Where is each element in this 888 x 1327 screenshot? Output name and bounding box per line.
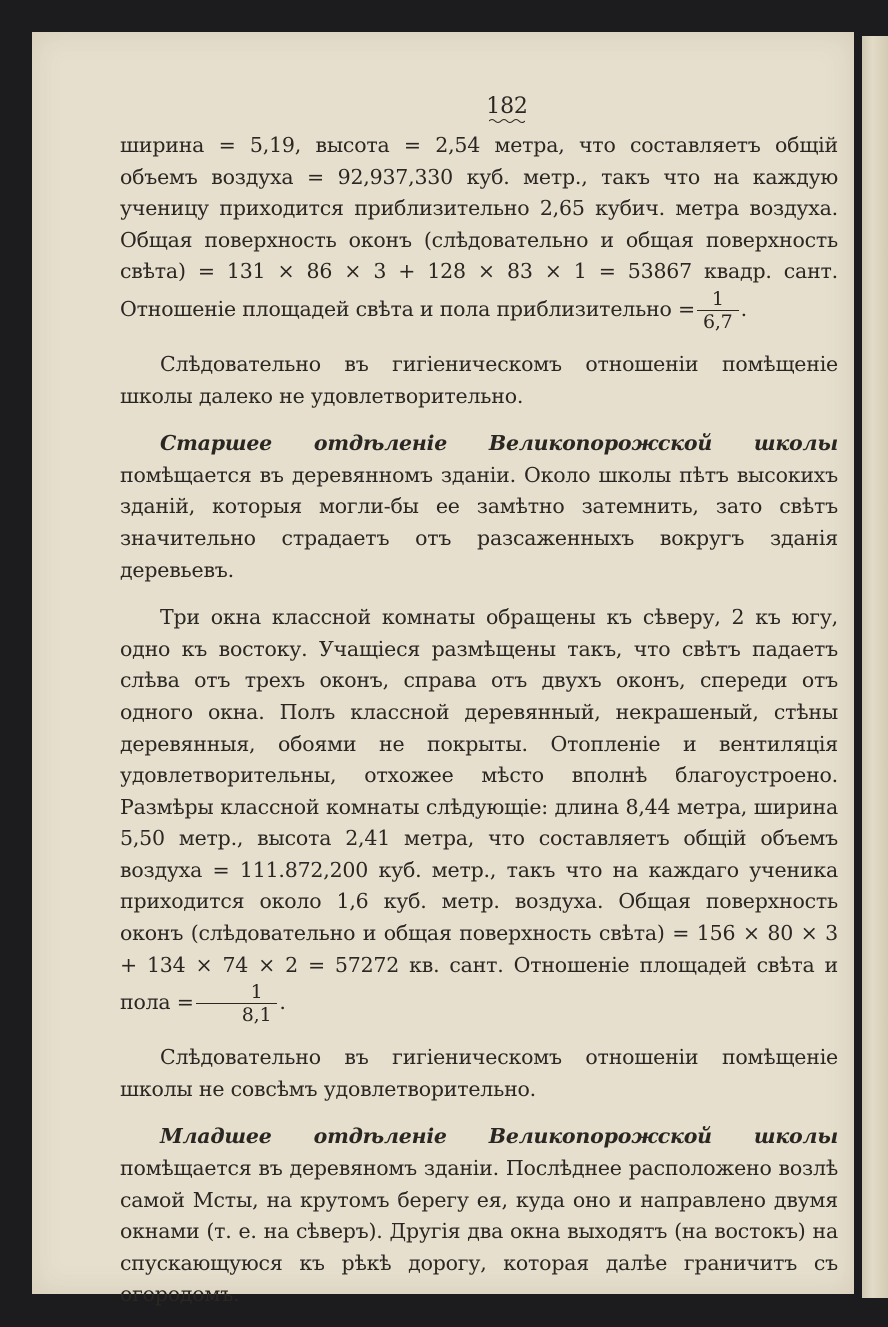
page-number: 182 bbox=[486, 94, 528, 119]
adjacent-page-edge bbox=[862, 36, 888, 1298]
paragraph-3-text: помѣщается въ деревянномъ зданіи. Около школы пѣтъ высокихъ зданій, которыя могли-бы ее замѣтно затемнить, зато свѣтъ значительно страдаетъ отъ разсаженныхъ вокругъ зданія деревьевъ. bbox=[120, 462, 838, 582]
fraction-2-denominator: 8,1 bbox=[196, 1003, 278, 1026]
paragraph-4 bbox=[120, 602, 838, 1026]
paragraph-2: Слѣдовательно въ гигіеническомъ отношеніи помѣщеніе школы далеко не удовлетворительно. bbox=[120, 351, 838, 408]
paragraph-6 bbox=[120, 1121, 838, 1311]
fraction-2 bbox=[196, 981, 278, 1026]
paragraph-5: Слѣдовательно въ гигіеническомъ отношеніи помѣщеніе школы не совсѣмъ удовлетворительно. bbox=[120, 1045, 838, 1101]
paragraph-3-heading: Старшее отдѣленіе Великопорожской школы bbox=[160, 431, 838, 456]
paragraph-3 bbox=[120, 428, 838, 586]
fraction-2-numerator: 1 bbox=[250, 981, 263, 1004]
fraction-1 bbox=[697, 288, 739, 333]
paragraph-1-text: ширина = 5,19, высота = 2,54 метра, что составляетъ общій объемъ воздуха = 92,937,330 куб. метр., такъ что на каждую ученицу приходится приблизительно 2,65 кубич. метра воздуха. Общая поверхность оконъ (слѣдовательно и общая поверхность свѣта) = 131 × 86 × 3 + 128 × 83 × 1 = 53867 квадр. сант. Отношеніе площадей свѣта и пола приблизительно = bbox=[120, 133, 838, 321]
paragraph-6-heading: Младшее отдѣленіе Великопорожской школы bbox=[160, 1124, 838, 1149]
page-text bbox=[120, 92, 838, 1327]
fraction-1-denominator: 6,7 bbox=[697, 310, 739, 333]
paragraph-1 bbox=[120, 130, 838, 333]
paragraph-4-end: . bbox=[279, 990, 286, 1015]
paragraph-6-text: помѣщается въ деревяномъ зданіи. Послѣднее расположено возлѣ самой Мсты, на крутомъ берегу ея, куда оно и направлено двумя окнами (т. е. на сѣверъ). Другія два окна выходятъ (на востокъ) на спускающуюся къ рѣкѣ дорогу, которая далѣе граничитъ съ огородомъ. bbox=[120, 1156, 838, 1307]
paragraph-1-end: . bbox=[740, 296, 747, 321]
fraction-1-numerator: 1 bbox=[711, 287, 724, 310]
paragraph-4-text: Три окна классной комнаты обращены къ сѣверу, 2 къ югу, одно къ востоку. Учащіеся размѣщены такъ, что свѣтъ падаетъ слѣва отъ трехъ оконъ, справа отъ двухъ оконъ, спереди отъ одного окна. Полъ классной деревянный, некрашеный, стѣны деревянныя, обоями не покрыты. Отопленіе и вентиляція удовлетворительны, отхожее мѣсто вполнѣ благоустроено. Размѣры классной комнаты слѣдующіе: длина 8,44 метра, ширина 5,50 метр., высота 2,41 метра, что составляетъ общій объемъ воздуха = 111.872,200 куб. метр., такъ что на каждаго ученика приходится около 1,6 куб. метр. воздуха. Общая поверхность оконъ (слѣдовательно и общая поверхность свѣта) = 156 × 80 × 3 + 134 × 74 × 2 = 57272 кв. сант. Отношеніе площадей свѣта и пола = bbox=[120, 605, 838, 1015]
page-number-ornament bbox=[489, 118, 525, 124]
book-page bbox=[32, 32, 854, 1307]
